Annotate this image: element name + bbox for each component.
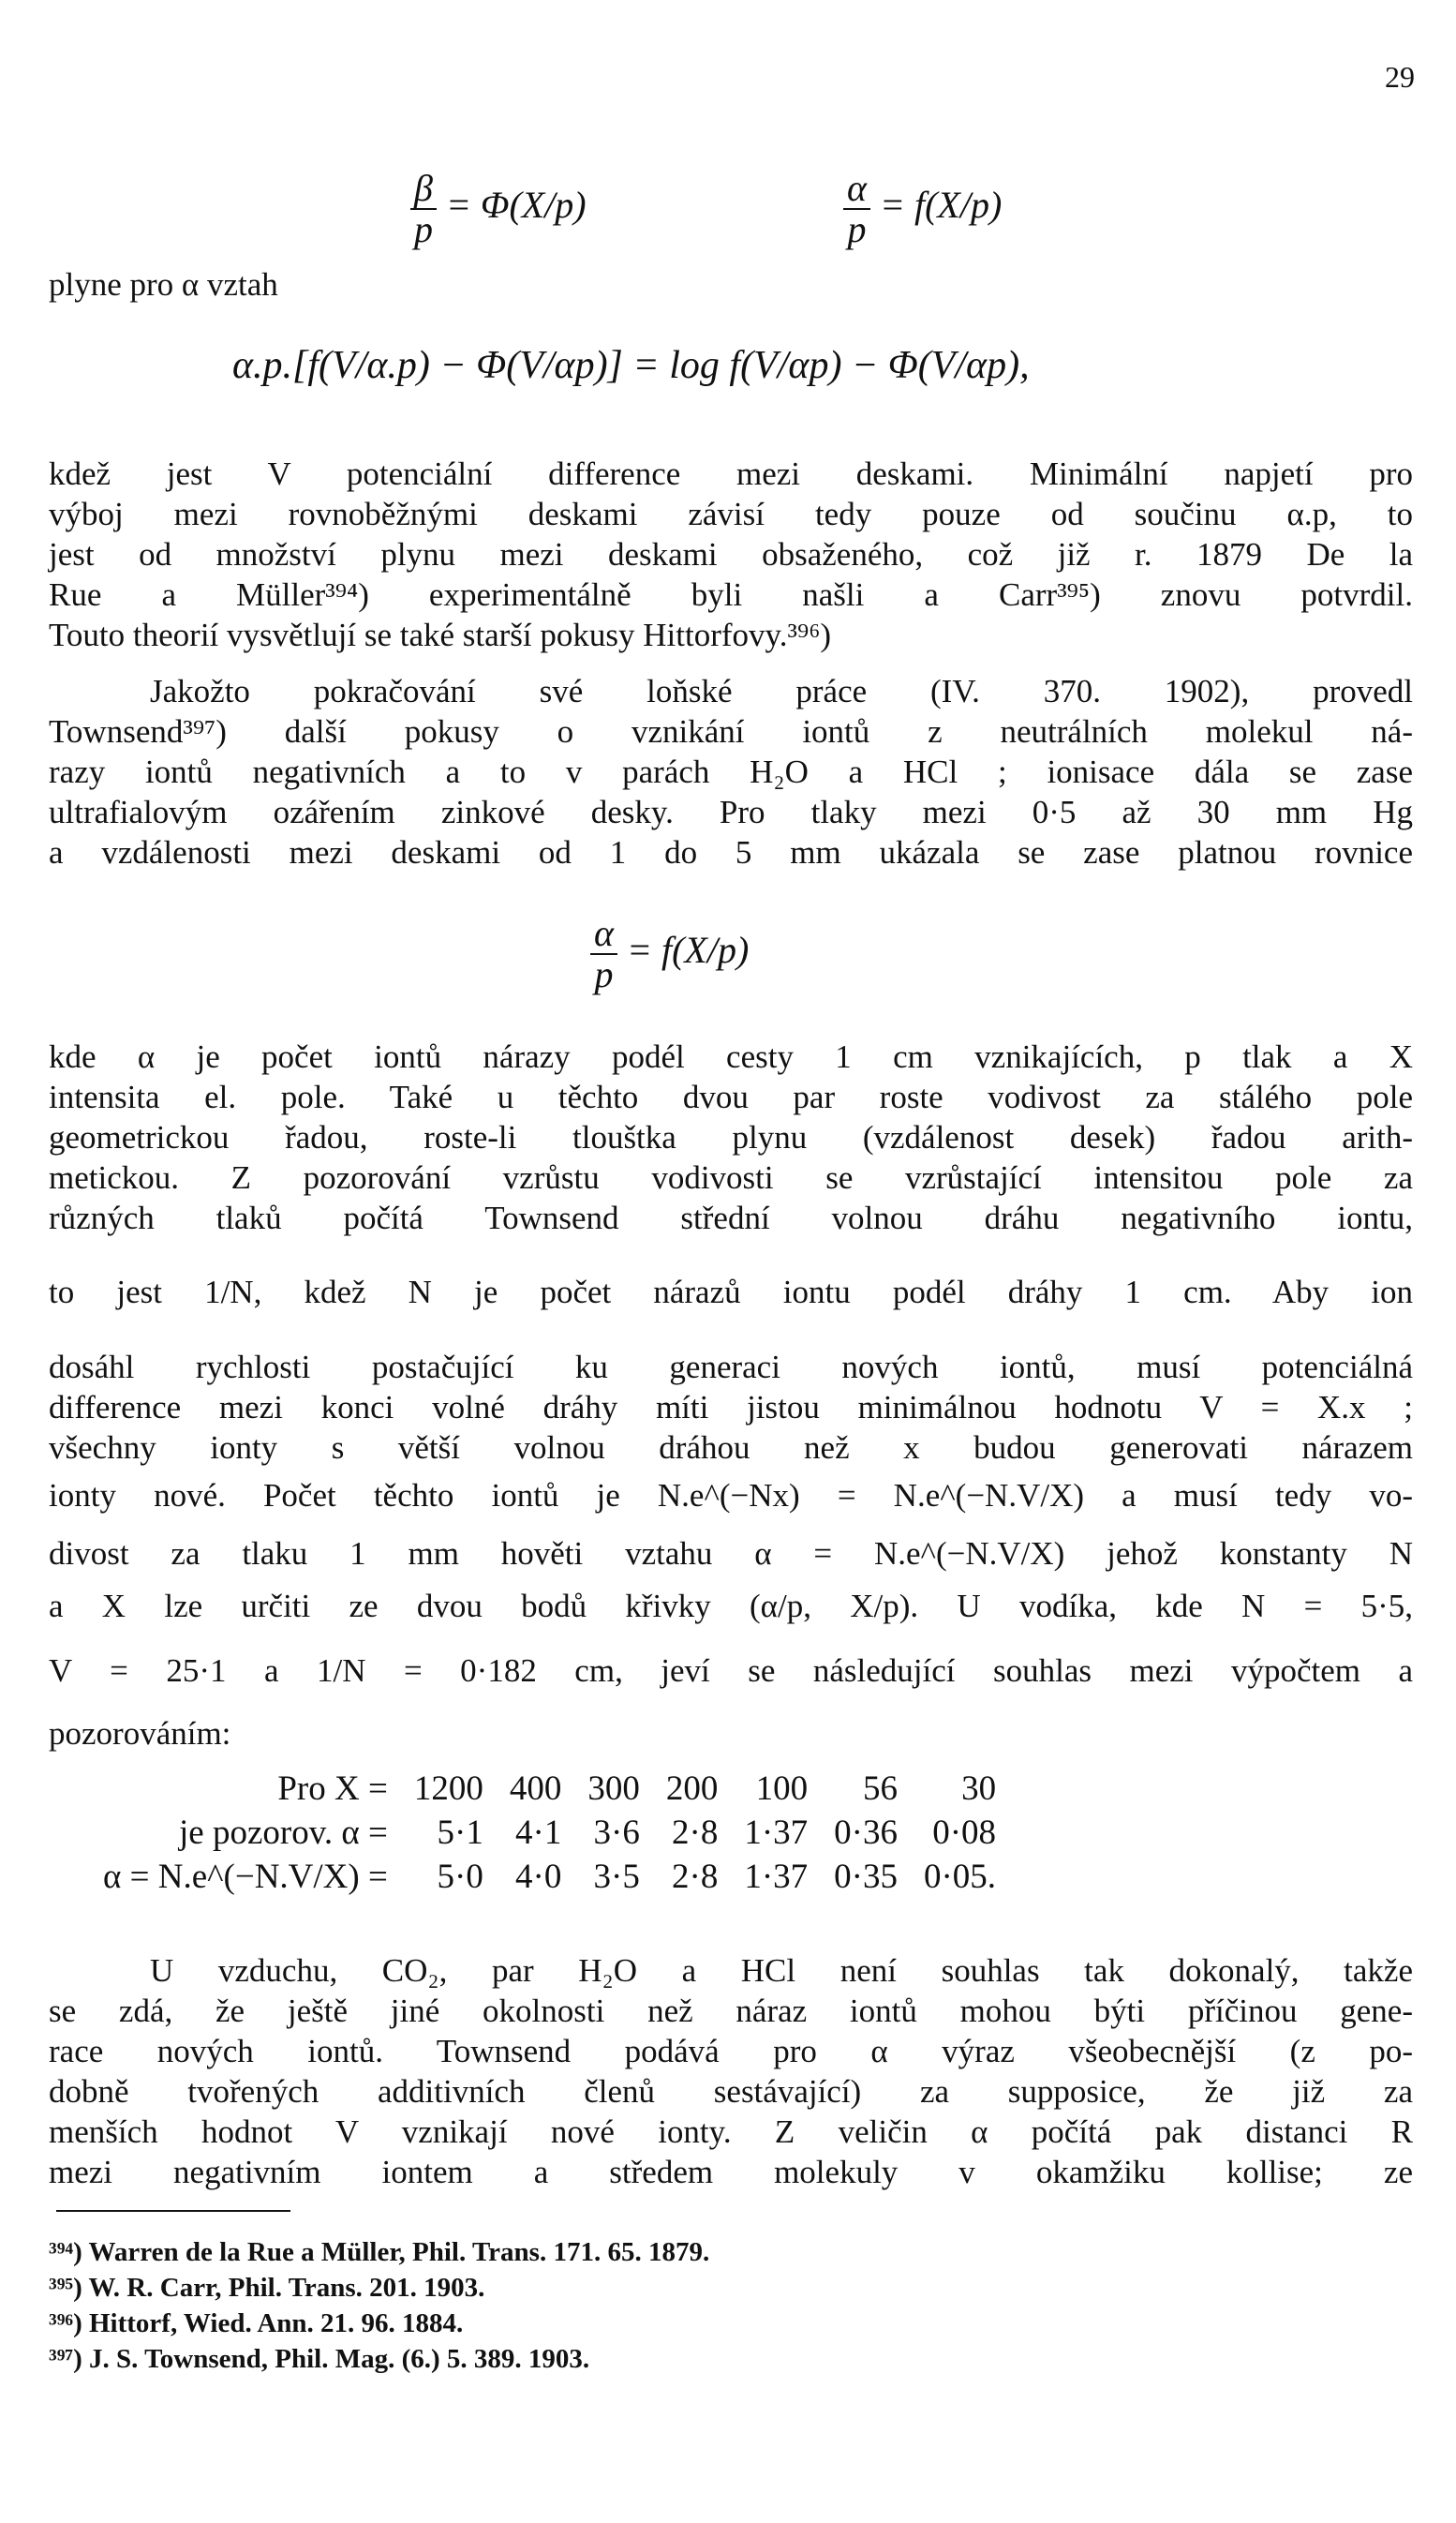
text-line: Touto theorií vysvětlují se také starší pokusy Hittorfovy.³⁹⁶) <box>49 617 832 653</box>
text-line: dobně tvořených additivních členů sestávající) za supposice, že již za <box>49 2073 1413 2110</box>
table-cell: 400 <box>509 1769 562 1808</box>
text-line: to jest 1/N, kdež N je počet nárazů iontu podél dráhy 1 cm. Aby ion <box>49 1274 1413 1310</box>
footnote-rule <box>56 2210 290 2212</box>
footnote: ³⁹⁶) Hittorf, Wied. Ann. 21. 96. 1884. <box>49 2308 464 2338</box>
intro-line: plyne pro α vztah <box>49 266 278 303</box>
text-line: Rue a Müller³⁹⁴) experimentálně byli našli a Carr³⁹⁵) znovu potvrdil. <box>49 576 1413 613</box>
formula-beta: $\frac{\beta}{p}$ = Φ(X/p) <box>410 169 587 249</box>
row-label: je pozorov. α = <box>179 1814 388 1852</box>
table-cell: 300 <box>587 1769 640 1808</box>
text-line: menších hodnot V vznikají nové ionty. Z veličin α počítá pak distanci R <box>49 2113 1413 2150</box>
text-line: ionty nové. Počet těchto iontů je N.e^(−Nx) = N.e^(−N.V/X) a musí tedy vo- <box>49 1477 1413 1514</box>
text-line: a vzdálenosti mezi deskami od 1 do 5 mm ukázala se zase platnou rovnice <box>49 834 1413 871</box>
row-label: Pro X = <box>277 1769 388 1808</box>
table-row <box>90 1811 1009 1855</box>
footnote: ³⁹⁴) Warren de la Rue a Müller, Phil. Trans. 171. 65. 1879. <box>49 2237 710 2267</box>
table-cell: 200 <box>665 1769 719 1808</box>
text-line: mezi negativním iontem a středem molekuly v okamžiku kollise; ze <box>49 2154 1413 2190</box>
table-cell: 0·08 <box>932 1814 997 1852</box>
table-cell: 4·0 <box>515 1858 562 1896</box>
text-line: různých tlaků počítá Townsend střední volnou dráhu negativního iontu, <box>49 1200 1413 1236</box>
text-line: a X lze určiti ze dvou bodů křivky (α/p, X/p). U vodíka, kde N = 5·5, <box>49 1588 1413 1624</box>
footnote: ³⁹⁷) J. S. Townsend, Phil. Mag. (6.) 5. 389. 1903. <box>49 2344 590 2374</box>
text-line: Townsend³⁹⁷) další pokusy o vznikání iontů z neutrálních molekul ná- <box>49 713 1413 750</box>
text-line: dosáhl rychlosti postačující ku generaci nových iontů, musí potenciálná <box>49 1349 1413 1385</box>
formula-alpha-repeat: $\frac{\alpha}{p}$ = f(X/p) <box>590 914 749 994</box>
fraction: $\frac{\alpha}{p}$ <box>843 169 870 249</box>
text-line: se zdá, že ještě jiné okolnosti než náraz iontů mohou býti příčinou gene- <box>49 1993 1413 2029</box>
text-line: jest od množství plynu mezi deskami obsaženého, což již r. 1879 De la <box>49 536 1413 573</box>
table-cell: 5·0 <box>437 1858 483 1896</box>
table-cell: 3·5 <box>593 1858 640 1896</box>
text-line: kde α je počet iontů nárazy podél cesty 1 cm vznikajících, p tlak a X <box>49 1038 1413 1075</box>
table-cell: 5·1 <box>437 1814 483 1852</box>
table-cell: 4·1 <box>515 1814 562 1852</box>
text-line: geometrickou řadou, roste-li tlouštka plynu (vzdálenost desek) řadou arith- <box>49 1119 1413 1156</box>
row-label: α = N.e^(−N.V/X) = <box>103 1858 388 1896</box>
table-cell: 1200 <box>413 1769 483 1808</box>
table-cell: 30 <box>961 1769 997 1808</box>
text-line: Jakožto pokračování své loňské práce (IV. 370. 1902), provedl <box>150 673 1413 709</box>
table-row <box>90 1855 1009 1899</box>
table-cell: 1·37 <box>744 1814 809 1852</box>
text-line: kdež jest V potenciální difference mezi deskami. Minimální napjetí pro <box>49 455 1413 492</box>
table-cell: 1·37 <box>744 1858 809 1896</box>
page-number: 29 <box>1385 60 1415 94</box>
formula-main: α.p.[f(V/α.p) − Φ(V/αp)] = log f(V/αp) − Φ(V/αp), <box>232 344 1030 387</box>
text-line: pozorováním: <box>49 1715 231 1752</box>
text-line: difference mezi konci volné dráhy míti jistou minimálnou hodnotu V = X.x ; <box>49 1389 1413 1426</box>
table-cell: 100 <box>755 1769 809 1808</box>
text-line: metickou. Z pozorování vzrůstu vodivosti se vzrůstající intensitou pole za <box>49 1159 1413 1196</box>
fraction: $\frac{\alpha}{p}$ <box>590 914 617 994</box>
text-line: V = 25·1 a 1/N = 0·182 cm, jeví se následující souhlas mezi výpočtem a <box>49 1652 1413 1689</box>
text-line: U vzduchu, CO₂, par H₂O a HCl není souhlas tak dokonalý, takže <box>150 1952 1413 1989</box>
footnote: ³⁹⁵) W. R. Carr, Phil. Trans. 201. 1903. <box>49 2273 485 2303</box>
table-cell: 0·05. <box>923 1858 997 1896</box>
table-cell: 3·6 <box>593 1814 640 1852</box>
table-row <box>90 1767 1009 1811</box>
table-cell: 2·8 <box>672 1814 719 1852</box>
text-line: race nových iontů. Townsend podává pro α výraz všeobecnější (z po- <box>49 2033 1413 2069</box>
table-cell: 2·8 <box>672 1858 719 1896</box>
table-cell: 56 <box>862 1769 898 1808</box>
text-line: divost za tlaku 1 mm hověti vztahu α = N.e^(−N.V/X) jehož konstanty N <box>49 1535 1413 1572</box>
text-line: intensita el. pole. Také u těchto dvou par roste vodivost za stálého pole <box>49 1079 1413 1115</box>
text-line: ultrafialovým ozářením zinkové desky. Pro tlaky mezi 0·5 až 30 mm Hg <box>49 794 1413 830</box>
text-line: výboj mezi rovnoběžnými deskami závisí tedy pouze od součinu α.p, to <box>49 496 1413 532</box>
table-cell: 0·36 <box>834 1814 898 1852</box>
fraction: $\frac{\beta}{p}$ <box>410 169 437 249</box>
formula-alpha: $\frac{\alpha}{p}$ = f(X/p) <box>843 169 1002 249</box>
text-line: razy iontů negativních a to v parách H₂O a HCl ; ionisace dála se zase <box>49 754 1413 790</box>
text-line: všechny ionty s větší volnou dráhou než x budou generovati nárazem <box>49 1429 1413 1466</box>
observation-table <box>90 1767 1009 1899</box>
table-cell: 0·35 <box>834 1858 898 1896</box>
